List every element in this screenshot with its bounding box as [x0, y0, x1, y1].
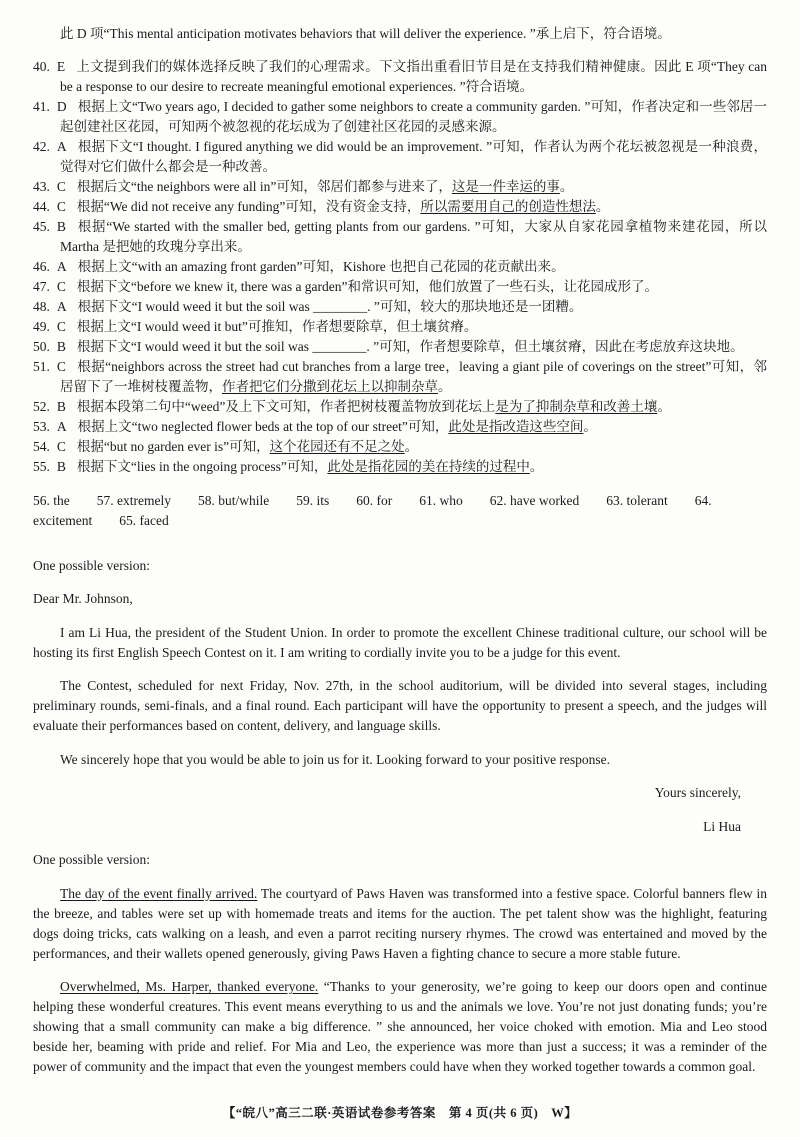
- answer-item-45: [33, 217, 767, 257]
- explanation-text: 根据上文“I would weed it but”可推知，作者想要除草，但土壤贫瘠。: [76, 319, 478, 334]
- answer-letter: B: [56, 339, 66, 354]
- answer-item-53: [33, 417, 767, 437]
- explanation-text: 根据后文“the neighbors were all in”可知，邻居们都参与进来了，这是一件幸运的事。: [76, 179, 574, 194]
- answer-letter: A: [56, 139, 67, 154]
- explanation-text: 根据下文“lies in the ongoing process”可知，此处是指花园的美在持续的过程中。: [76, 459, 544, 474]
- answer-item-42: [33, 137, 767, 177]
- explanation-text: 根据“neighbors across the street had cut branches from a large tree，leaving a giant pile of coverings on the street”可知，邻居留下了一堆树枝覆盖物，作者把它们分撒到花坛上以抑制杂草。: [60, 359, 767, 394]
- explanation-text: 根据下文“I would weed it but the soil was ________. ”可知，作者想要除草，但土壤贫瘠，因此在考虑放弃这块地。: [76, 339, 744, 354]
- answer-letter: B: [56, 219, 66, 234]
- item-number: 41.: [33, 99, 50, 114]
- essay-section: [33, 850, 767, 1077]
- answer-item-49: [33, 317, 767, 337]
- explanation-text: 根据上文“Two years ago, I decided to gather some neighbors to create a community garden. ”可知，作者决定和一些邻居一起创建社区花园，可知两个被忽视的花坛成为了创建社区花园的灵感来源。: [60, 99, 767, 134]
- answers-section: [33, 24, 767, 531]
- answer-item-51: [33, 357, 767, 397]
- item-number: 43.: [33, 179, 50, 194]
- answer-letter: C: [56, 199, 66, 214]
- explanation-text: 根据“We started with the smaller bed, getting plants from our gardens. ”可知，大家从自家花园拿植物来建花园，所以 Martha 是把她的玫瑰分享出来。: [60, 219, 767, 254]
- letter-paragraph-3: We sincerely hope that you would be able to join us for it. Looking forward to your positive response.: [60, 751, 611, 767]
- answer-item-48: [33, 297, 767, 317]
- answer-item-50: [33, 337, 767, 357]
- item-number: 54.: [33, 439, 50, 454]
- answer-letter: B: [56, 459, 66, 474]
- explanation-text: 根据上文“with an amazing front garden”可知，Kishore 也把自己花园的花贡献出来。: [77, 259, 565, 274]
- answer-letter: E: [56, 59, 66, 74]
- item-number: 42.: [33, 139, 50, 154]
- explanation-text: 根据“but no garden ever is”可知，这个花园还有不足之处。: [76, 439, 419, 454]
- item-number: 47.: [33, 279, 50, 294]
- item-number: 48.: [33, 299, 50, 314]
- answer-letter: B: [56, 399, 66, 414]
- page-footer: 【“皖八”高三二联·英语试卷参考答案 第 4 页(共 6 页) W】: [222, 1106, 578, 1120]
- item-number: 55.: [33, 459, 50, 474]
- answer-item-43: [33, 177, 767, 197]
- item-number: 49.: [33, 319, 50, 334]
- answer-item-39-continuation: 此 D 项“This mental anticipation motivates behaviors that will deliver the experience. ”承上启下，符合语境。: [60, 25, 671, 41]
- answer-letter: C: [56, 179, 66, 194]
- fill-in-answers-line: 56. the 57. extremely 58. but/while 59. its 60. for 61. who 62. have worked 63. tolerant 64. excitement 65. faced: [33, 492, 712, 528]
- letter-version-heading: One possible version:: [33, 557, 150, 573]
- explanation-text: 根据下文“I would weed it but the soil was ________. ”可知，较大的那块地还是一团糟。: [77, 299, 583, 314]
- letter-signature: Li Hua: [703, 818, 741, 834]
- answer-item-47: [33, 277, 767, 297]
- answer-item-54: [33, 437, 767, 457]
- explanation-text: 根据“We did not receive any funding”可知，没有资金支持，所以需要用自己的创造性想法。: [76, 199, 610, 214]
- explanation-text: 根据下文“before we knew it, there was a garden”和常识可知，他们放置了一些石头，让花园成形了。: [76, 279, 659, 294]
- answer-item-52: [33, 397, 767, 417]
- answer-letter: C: [56, 439, 66, 454]
- essay-paragraph-2: Overwhelmed, Ms. Harper, thanked everyone. “Thanks to your generosity, we’re going to keep our doors open and continue helping these wonderful creatures. This event means everything to us and the animals we love. You’re not just donating funds; you’re showing that a small community can make a big difference. ” she announced, her voice choked with emotion. Mia and Leo stood beside her, beaming with pride and relief. For Mia and Leo, the experience was more than just a success; it was a reminder of the power of community and the impact that even the youngest members could have when they worked together towards a common goal.: [33, 979, 767, 1074]
- item-number: 45.: [33, 219, 50, 234]
- answer-letter: C: [56, 319, 66, 334]
- explanation-text: 上文提到我们的媒体选择反映了我们的心理需求。下文指出重看旧节目是在支持我们精神健康。因此 E 项“They can be a response to our desire to recreate meaningful emotional experiences. ”符合语境。: [60, 59, 767, 94]
- answer-item-44: [33, 197, 767, 217]
- answer-letter: D: [56, 99, 67, 114]
- answer-letter: A: [56, 299, 67, 314]
- item-number: 50.: [33, 339, 50, 354]
- item-number: 46.: [33, 259, 50, 274]
- answer-letter: C: [56, 359, 66, 374]
- answer-letter: A: [56, 259, 67, 274]
- answer-item-55: [33, 457, 767, 477]
- answer-letter: C: [56, 279, 66, 294]
- answer-item-46: [33, 257, 767, 277]
- explanation-text: 根据本段第二句中“weed”及上下文可知，作者把树枝覆盖物放到花坛上是为了抑制杂草和改善土壤。: [76, 399, 671, 414]
- item-number: 52.: [33, 399, 50, 414]
- answer-item-41: [33, 97, 767, 137]
- letter-section: [33, 556, 767, 837]
- item-number: 53.: [33, 419, 50, 434]
- letter-paragraph-1: I am Li Hua, the president of the Student Union. In order to promote the excellent Chinese traditional culture, our school will be hosting its first English Speech Contest on it. I am writing to cordially invite you to be a judge for this event.: [33, 624, 767, 660]
- item-number: 40.: [33, 59, 50, 74]
- essay-paragraph-1: The day of the event finally arrived. The courtyard of Paws Haven was transformed into a festive space. Colorful banners flew in the breeze, and tables were set up with homemade treats and items for the auction. The pet talent show was the highlight, featuring dogs doing tricks, cats walking on a leash, and even a parrot reciting nursery rhymes. The crowd was entertained and moved by the performances, and their wallets opened generously, giving Paws Haven a fighting chance to secure a more stable future.: [33, 885, 767, 961]
- answer-letter: A: [56, 419, 67, 434]
- letter-salutation: Dear Mr. Johnson,: [33, 591, 133, 606]
- answer-item-40: [33, 57, 767, 97]
- letter-paragraph-2: The Contest, scheduled for next Friday, Nov. 27th, in the school auditorium, will be divided into several stages, including preliminary rounds, semi-finals, and a final round. Each participant will have the opportunity to present a speech, and the judges will evaluate their performances based on content, delivery, and language skills.: [33, 678, 767, 733]
- letter-closing: Yours sincerely,: [654, 785, 741, 800]
- explanation-text: 根据上文“two neglected flower beds at the top of our street”可知，此处是指改造这些空间。: [77, 419, 597, 434]
- item-number: 44.: [33, 199, 50, 214]
- item-number: 51.: [33, 359, 50, 374]
- essay-version-heading: One possible version:: [33, 852, 150, 867]
- explanation-text: 根据下文“I thought. I figured anything we did would be an improvement. ”可知，作者认为两个花坛被忽视是一种浪费，觉得对它们做什么都会是一种改善。: [60, 139, 767, 174]
